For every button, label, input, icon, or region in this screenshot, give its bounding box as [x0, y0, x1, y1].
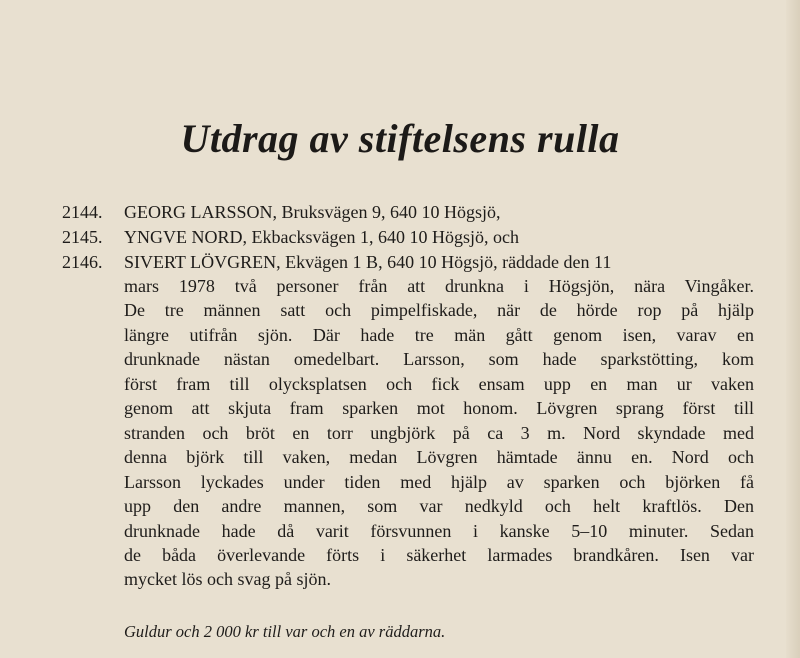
entry-number: 2145. [62, 227, 103, 247]
page-title: Utdrag av stiftelsens rulla [180, 115, 620, 161]
story-line: drunknade nästan omedelbart. Larsson, som hade sparkstötting, kom [124, 349, 754, 370]
entry-text: SIVERT LÖVGREN, Ekvägen 1 B, 640 10 Högsjö, räddade den 11 [124, 252, 612, 272]
story-line: genom att skjuta fram sparken mot honom. Lövgren sprang först till [124, 398, 754, 419]
story-line: längre utifrån sjön. Där hade tre män gått genom isen, varav en [124, 324, 754, 345]
story-line: stranden och bröt en torr ungbjörk på ca 3 m. Nord skyndade med [124, 422, 754, 443]
entry-number: 2144. [62, 202, 103, 222]
entry-number: 2146. [62, 252, 103, 272]
rescue-story [124, 274, 754, 592]
entry-text: YNGVE NORD, Ekbacksvägen 1, 640 10 Högsjö, och [124, 227, 519, 247]
story-line: mycket lös och svag på sjön. [124, 569, 331, 590]
story-line: först fram till olycksplatsen och fick ensam upp en man ur vaken [124, 373, 754, 394]
reward-line: Guldur och 2 000 kr till var och en av räddarna. [124, 622, 446, 641]
story-line: mars 1978 två personer från att drunkna i Högsjön, nära Vingåker. [124, 276, 754, 296]
story-line: de båda överlevande förts i säkerhet larmades brandkåren. Isen var [124, 544, 754, 565]
story-line: drunknade hade då varit försvunnen i kanske 5–10 minuter. Sedan [124, 520, 754, 541]
story-line: denna björk till vaken, medan Lövgren hämtade ännu en. Nord och [124, 447, 754, 468]
story-line: De tre männen satt och pimpelfiskade, när de hörde rop på hjälp [124, 300, 754, 321]
entry-text: GEORG LARSSON, Bruksvägen 9, 640 10 Högsjö, [124, 202, 501, 222]
page-edge-shadow [786, 0, 800, 658]
story-line: Larsson lyckades under tiden med hjälp av sparken och björken få [124, 471, 754, 492]
story-line: upp den andre mannen, som var nedkyld och helt kraftlös. Den [124, 496, 754, 517]
